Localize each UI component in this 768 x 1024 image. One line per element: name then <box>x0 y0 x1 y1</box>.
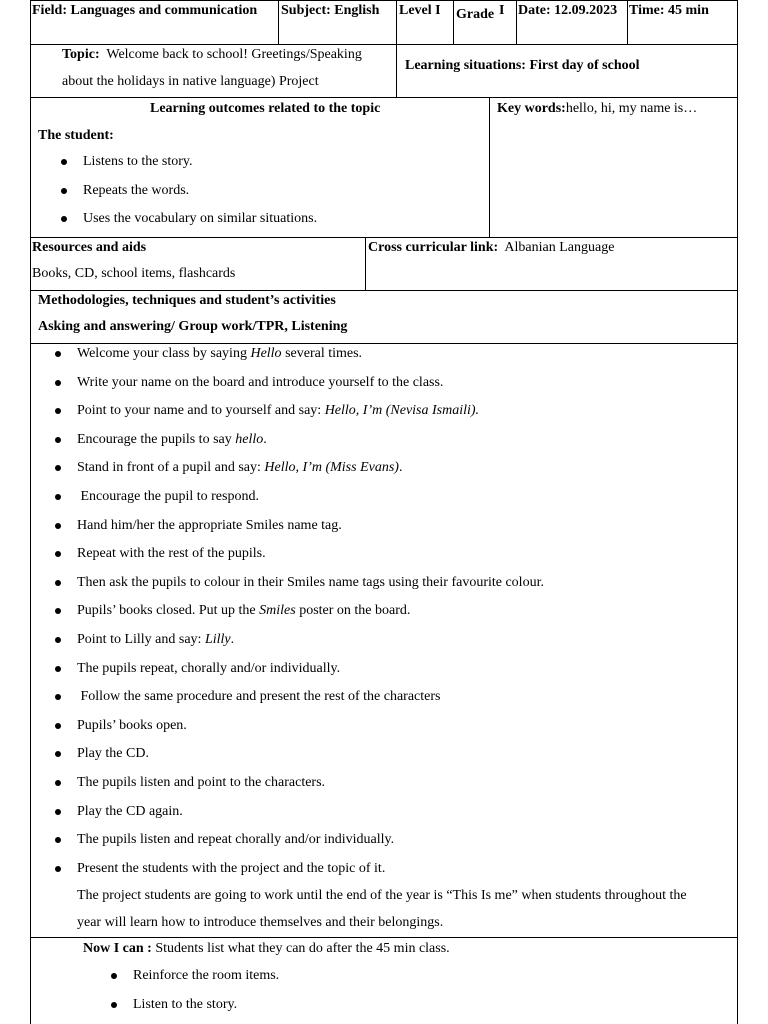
bullet-icon <box>55 809 61 815</box>
bullet-icon <box>55 751 61 757</box>
activity-text-plain: . <box>398 460 403 476</box>
bullet-icon <box>55 723 61 729</box>
now-i-can-label: Now I can : <box>83 941 152 956</box>
activity-text <box>77 802 183 822</box>
bullet-icon <box>55 608 61 614</box>
topic-text-1: Welcome back to school! Greetings/Speaking <box>106 47 362 62</box>
activity-text-emphasis: hello <box>235 431 264 447</box>
learning-situations: Learning situations: First day of school <box>405 58 640 73</box>
grade-value: I <box>499 3 505 18</box>
student-label: The student: <box>38 128 114 143</box>
keywords-label: Key words: <box>497 101 566 116</box>
bullet-icon <box>55 380 61 386</box>
activity-text-emphasis: Hello, I’m (Miss Evans) <box>264 460 399 476</box>
activity-text-plain: Stand in front of a pupil and say: <box>77 460 265 476</box>
activity-text-plain: The pupils repeat, chorally and/or individually. <box>77 660 341 676</box>
activity-text-plain: Write your name on the board and introduce yourself to the class. <box>77 374 444 390</box>
keywords-text: hello, hi, my name is… <box>565 101 698 116</box>
activity-text <box>77 773 325 793</box>
activity-text <box>77 744 149 764</box>
bullet-icon <box>55 866 61 872</box>
bullet-icon <box>55 465 61 471</box>
activity-text-plain: . <box>263 431 267 447</box>
bullet-icon <box>61 188 67 194</box>
activity-text-plain: Pupils’ books open. <box>77 717 187 733</box>
activity-text-plain: Point to your name and to yourself and say: <box>77 403 325 419</box>
now-i-can <box>83 940 450 958</box>
bullet-icon <box>55 580 61 586</box>
activity-text-plain: Play the CD again. <box>77 803 183 819</box>
activity-text-plain: Welcome your class by saying <box>77 346 251 361</box>
activity-text-plain: Play the CD. <box>77 746 149 762</box>
activity-text-plain: Then ask the pupils to colour in their Smiles name tags using their favourite colour. <box>77 574 544 590</box>
bullet-icon <box>55 351 61 357</box>
bullet-icon <box>55 494 61 500</box>
activity-text <box>77 430 267 450</box>
activity-text-plain: Hand him/her the appropriate Smiles name tag. <box>77 517 342 533</box>
activity-text <box>77 659 340 679</box>
activity-text-plain: The pupils listen and point to the characters. <box>77 774 326 790</box>
activity-text-plain: several times. <box>281 346 363 361</box>
activity-text-emphasis: Smiles <box>259 603 296 619</box>
bullet-icon <box>55 637 61 643</box>
activity-text-emphasis: Hello <box>250 346 282 361</box>
activity-text-plain: . <box>230 631 235 647</box>
activity-text-plain: Point to Lilly and say: <box>77 631 205 647</box>
activity-text-plain: poster on the board. <box>295 603 411 619</box>
bullet-icon <box>61 216 67 222</box>
now-i-can-text: Students list what they can do after the 45 min class. <box>151 941 450 956</box>
bullet-icon <box>55 523 61 529</box>
bullet-icon <box>55 666 61 672</box>
topic-label: Topic: <box>62 47 100 62</box>
activity-text-emphasis: Lilly <box>204 631 231 647</box>
bullet-icon <box>111 973 117 979</box>
topic-text-2: about the holidays in native language) Project <box>62 74 319 89</box>
project-text-2: year will learn how to introduce themselves and their belongings. <box>77 915 444 930</box>
grade-label: Grade <box>456 7 495 22</box>
level-label: Level I <box>399 3 441 18</box>
activity-text <box>77 344 362 364</box>
subject-label: Subject: English <box>281 3 380 18</box>
activity-text <box>77 544 266 564</box>
bullet-icon <box>111 1002 117 1008</box>
activity-text <box>77 630 234 650</box>
field-label: Field: Languages and communication <box>32 3 258 18</box>
activity-text <box>77 601 410 621</box>
activity-text-plain: The pupils listen and repeat chorally and/or individually. <box>77 832 395 848</box>
bullet-icon <box>55 694 61 700</box>
cross-curricular <box>368 239 614 257</box>
date-label: Date: 12.09.2023 <box>518 3 618 18</box>
activity-text-plain: Encourage the pupil to respond. <box>77 488 259 504</box>
time-label: Time: 45 min <box>629 3 709 18</box>
methods-subtitle: Asking and answering/ Group work/TPR, Listening <box>38 319 348 334</box>
activity-text <box>77 373 443 393</box>
activity-text-plain: Repeat with the rest of the pupils. <box>77 546 266 562</box>
methods-title: Methodologies, techniques and student’s activities <box>38 293 336 308</box>
cross-label: Cross curricular link: <box>368 240 499 255</box>
bullet-icon <box>55 837 61 843</box>
resources-label: Resources and aids <box>32 240 147 255</box>
activity-text <box>77 687 440 707</box>
activity-text <box>77 859 385 879</box>
activity-text <box>77 716 187 736</box>
bullet-icon <box>55 408 61 414</box>
activity-text-plain: Follow the same procedure and present the rest of the characters <box>77 689 441 705</box>
activity-text <box>77 458 402 478</box>
outcomes-title: Learning outcomes related to the topic <box>150 101 381 116</box>
activity-text-plain: Present the students with the project and the topic of it. <box>77 860 386 876</box>
bullet-icon <box>55 551 61 557</box>
activity-text-plain: Pupils’ books closed. Put up the <box>77 603 260 619</box>
activity-text-emphasis: Hello, I’m (Nevisa Ismaili). <box>324 403 480 419</box>
cross-text: Albanian Language <box>504 240 615 255</box>
bullet-icon <box>55 437 61 443</box>
activity-text <box>77 487 259 507</box>
bullet-icon <box>61 159 67 165</box>
project-text-1: The project students are going to work until the end of the year is “This Is me” when students throughout the <box>77 888 687 903</box>
resources-text: Books, CD, school items, flashcards <box>32 266 236 281</box>
keywords <box>497 100 697 118</box>
activity-text <box>77 516 342 536</box>
activity-text <box>77 401 479 421</box>
activity-text <box>77 830 394 850</box>
activity-text-plain: Encourage the pupils to say <box>77 431 236 447</box>
bullet-icon <box>55 780 61 786</box>
activity-text <box>77 573 544 593</box>
topic-line-1 <box>62 46 362 64</box>
